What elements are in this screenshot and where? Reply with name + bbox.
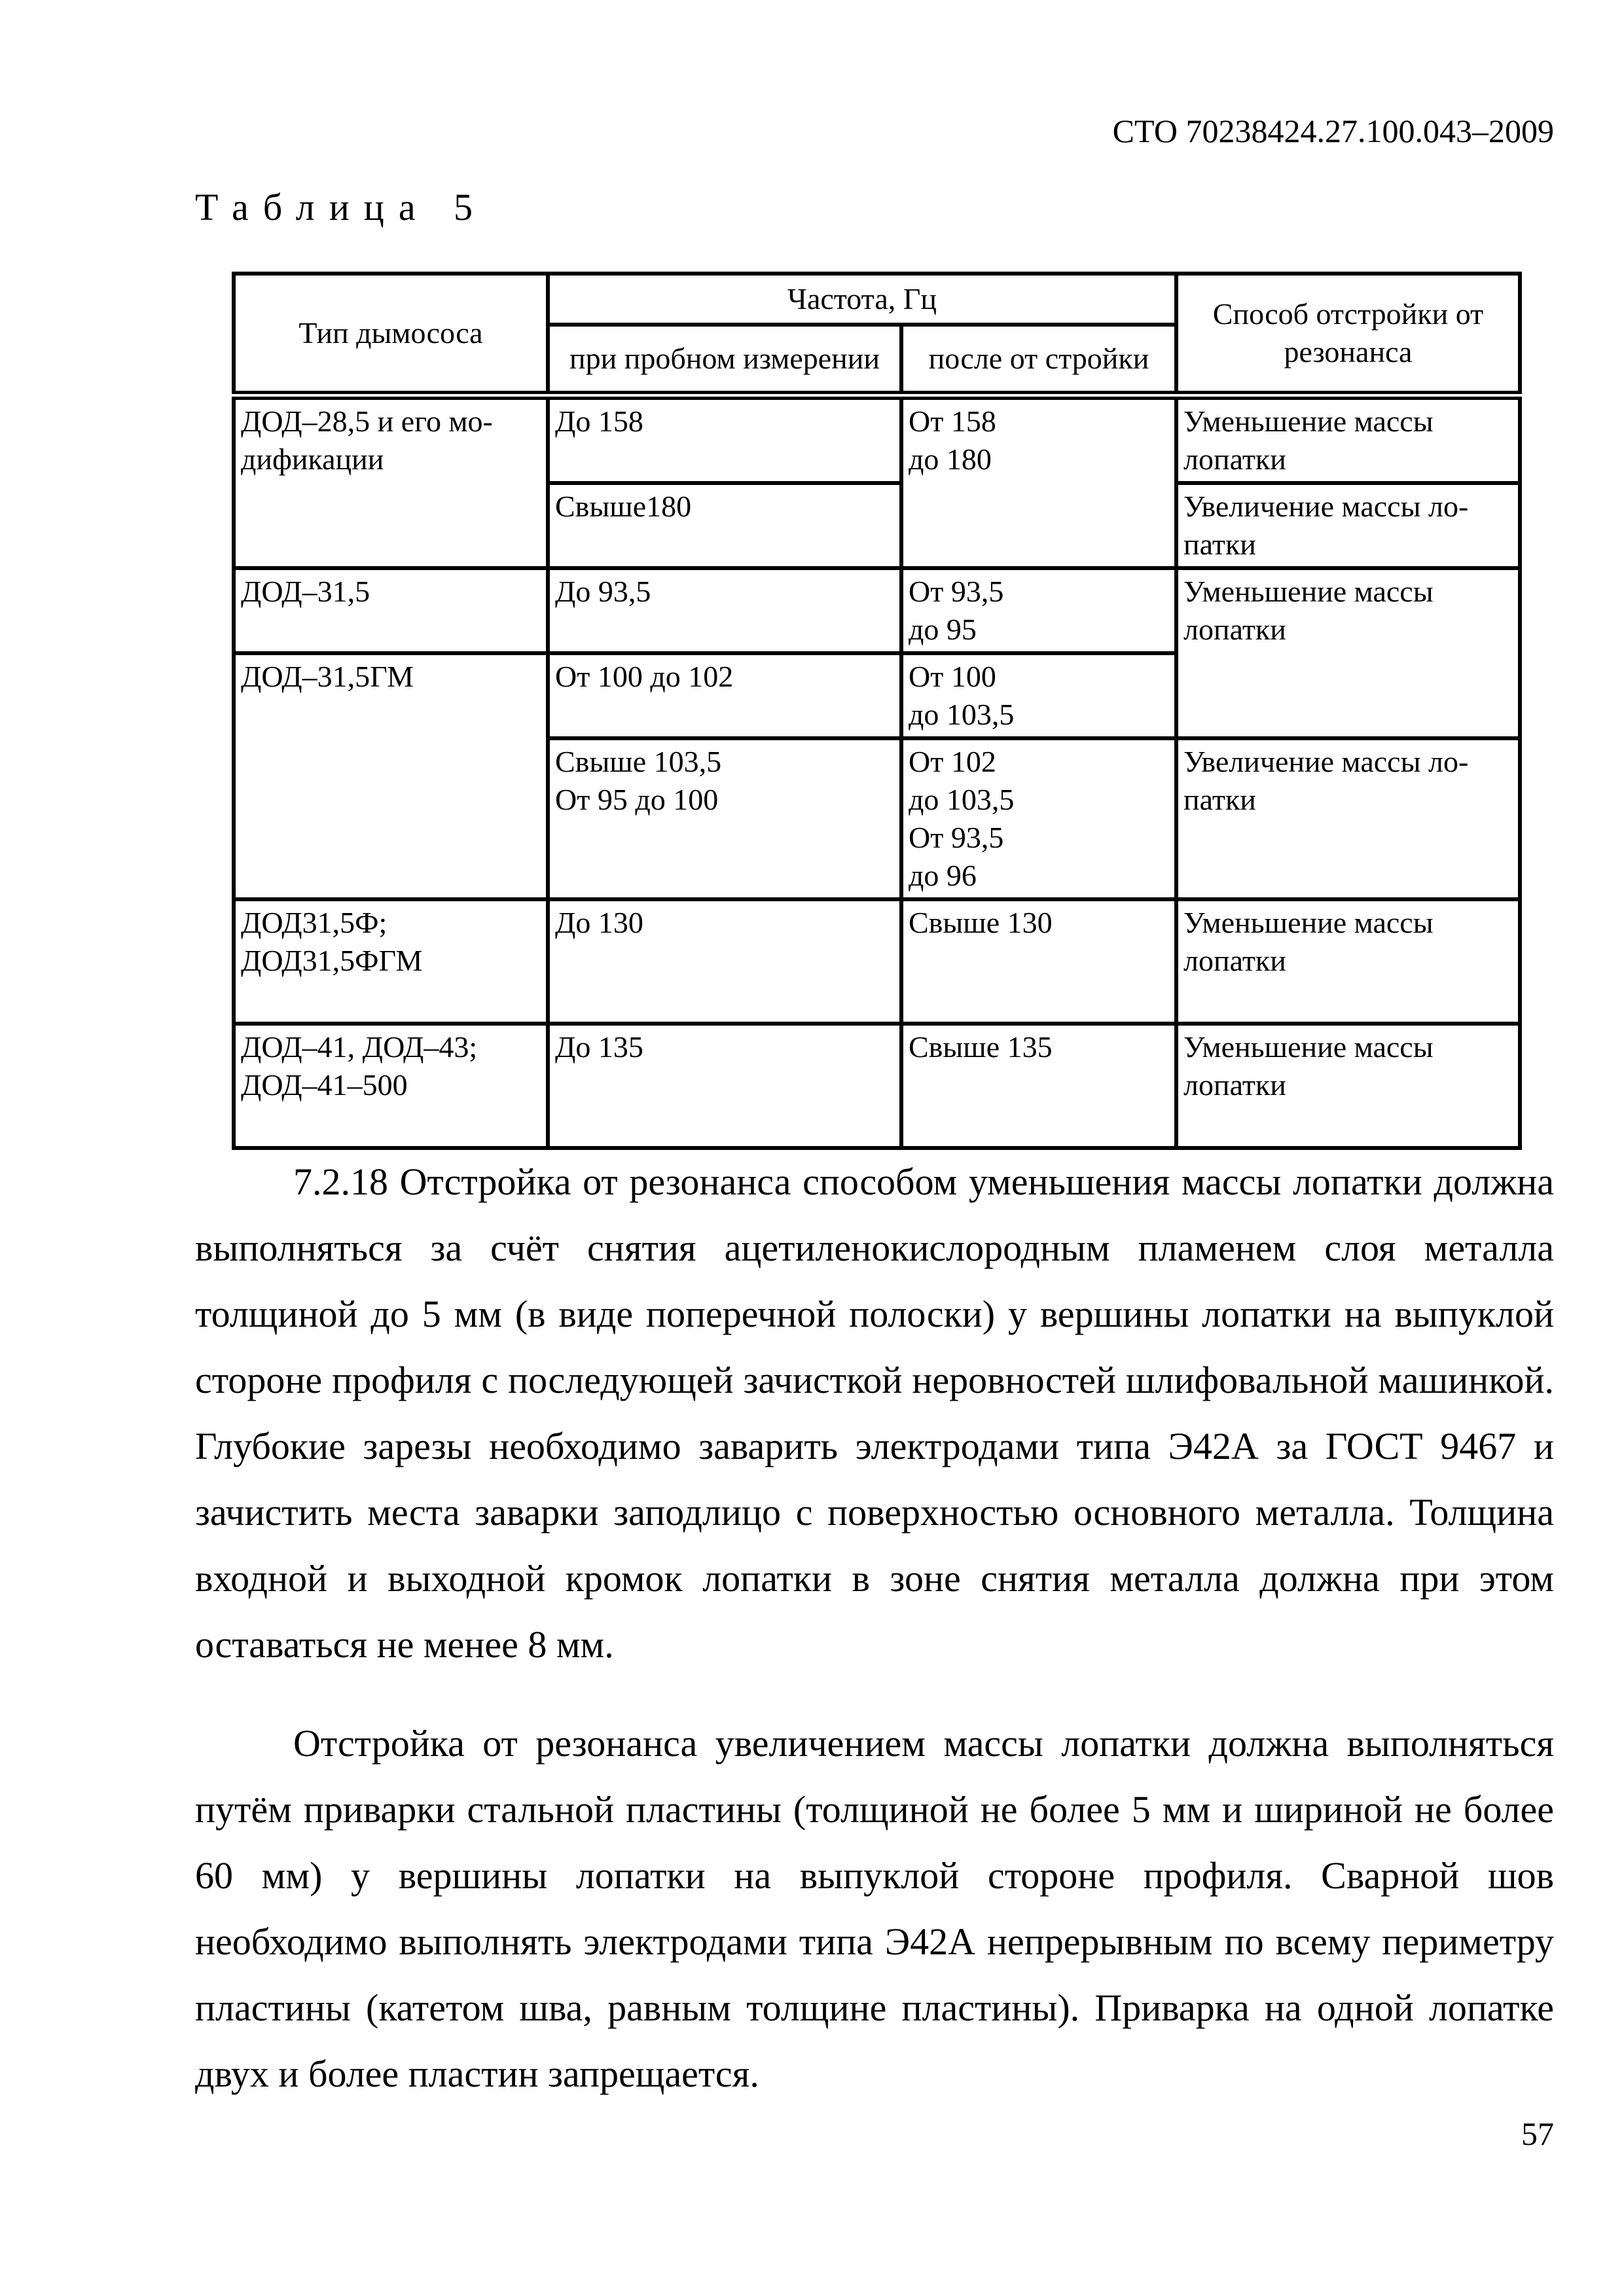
cell-type: ДОД–28,5 и его мо- дификации: [234, 395, 548, 568]
cell-probe: Свыше 103,5 От 95 до 100: [548, 738, 901, 899]
cell-after: От 102 до 103,5 От 93,5 до 96: [901, 738, 1176, 899]
cell-method: Уменьшение массы лопатки: [1176, 899, 1520, 1024]
document-code: СТО 70238424.27.100.043–2009: [1112, 113, 1554, 149]
cell-after: Свыше 135: [901, 1024, 1176, 1148]
cell-probe: До 135: [548, 1024, 901, 1148]
cell-type: ДОД31,5Ф; ДОД31,5ФГМ: [234, 899, 548, 1024]
cell-method: Уменьшение массы лопатки: [1176, 1024, 1520, 1148]
cell-method: Увеличение массы ло- патки: [1176, 738, 1520, 899]
cell-probe: Свыше180: [548, 483, 901, 568]
table-row: [234, 1024, 1520, 1148]
header-smoke-exhauster-type: Тип дымососа: [234, 274, 548, 395]
cell-probe: До 130: [548, 899, 901, 1024]
cell-after: От 100 до 103,5: [901, 653, 1176, 738]
table-row: [234, 899, 1520, 1024]
table-title: Таблица 5: [195, 186, 488, 228]
cell-probe: От 100 до 102: [548, 653, 901, 738]
table-row: [234, 568, 1520, 653]
header-detuning-method: Способ отстройки от резонанса: [1176, 274, 1520, 395]
table-row: [234, 395, 1520, 483]
frequency-table: [232, 272, 1522, 1150]
cell-type: ДОД–31,5ГМ: [234, 653, 548, 899]
cell-probe: До 93,5: [548, 568, 901, 653]
cell-method: Увеличение массы ло- патки: [1176, 483, 1520, 568]
header-after-detuning: после от стройки: [901, 325, 1176, 395]
cell-method: Уменьшение массы лопатки: [1176, 395, 1520, 483]
header-frequency: Частота, Гц: [548, 274, 1176, 325]
cell-type: ДОД–41, ДОД–43; ДОД–41–500: [234, 1024, 548, 1148]
cell-probe: До 158: [548, 395, 901, 483]
cell-after: Свыше 130: [901, 899, 1176, 1024]
paragraph-7-2-18: 7.2.18 Отстройка от резонанса способом уменьшения массы лопатки должна выполняться за счёт снятия ацетиленокислородным пламенем слоя металла толщиной до 5 мм (в виде поперечной полоски) у вершины лопатки на выпуклой стороне профиля с последующей зачисткой неровностей шлифовальной машинкой. Глубокие зарезы необходимо заварить электродами типа Э42А за ГОСТ 9467 и зачистить места заварки заподлицо с поверхностью основного металла. Толщина входной и выходной кромок лопатки в зоне снятия металла должна при этом оставаться не менее 8 мм.: [195, 1160, 1554, 1666]
page-number: 57: [1521, 2115, 1554, 2152]
cell-method: Уменьшение массы лопатки: [1176, 568, 1520, 738]
body-text: [195, 1149, 1554, 2107]
cell-after: От 93,5 до 95: [901, 568, 1176, 653]
header-probe-measurement: при пробном измерении: [548, 325, 901, 395]
cell-type: ДОД–31,5: [234, 568, 548, 653]
paragraph-mass-increase: Отстройка от резонанса увеличением массы лопатки должна выполняться путём приварки стальной пластины (толщиной не более 5 мм и шириной не более 60 мм) у вершины лопатки на выпуклой стороне профиля. Сварной шов необходимо выполнять электродами типа Э42А непрерывным по всему периметру пластины (катетом шва, равным толщине пластины). Приварка на одной лопатке двух и более пластин запрещается.: [195, 1722, 1554, 2095]
cell-after: От 158 до 180: [901, 395, 1176, 568]
